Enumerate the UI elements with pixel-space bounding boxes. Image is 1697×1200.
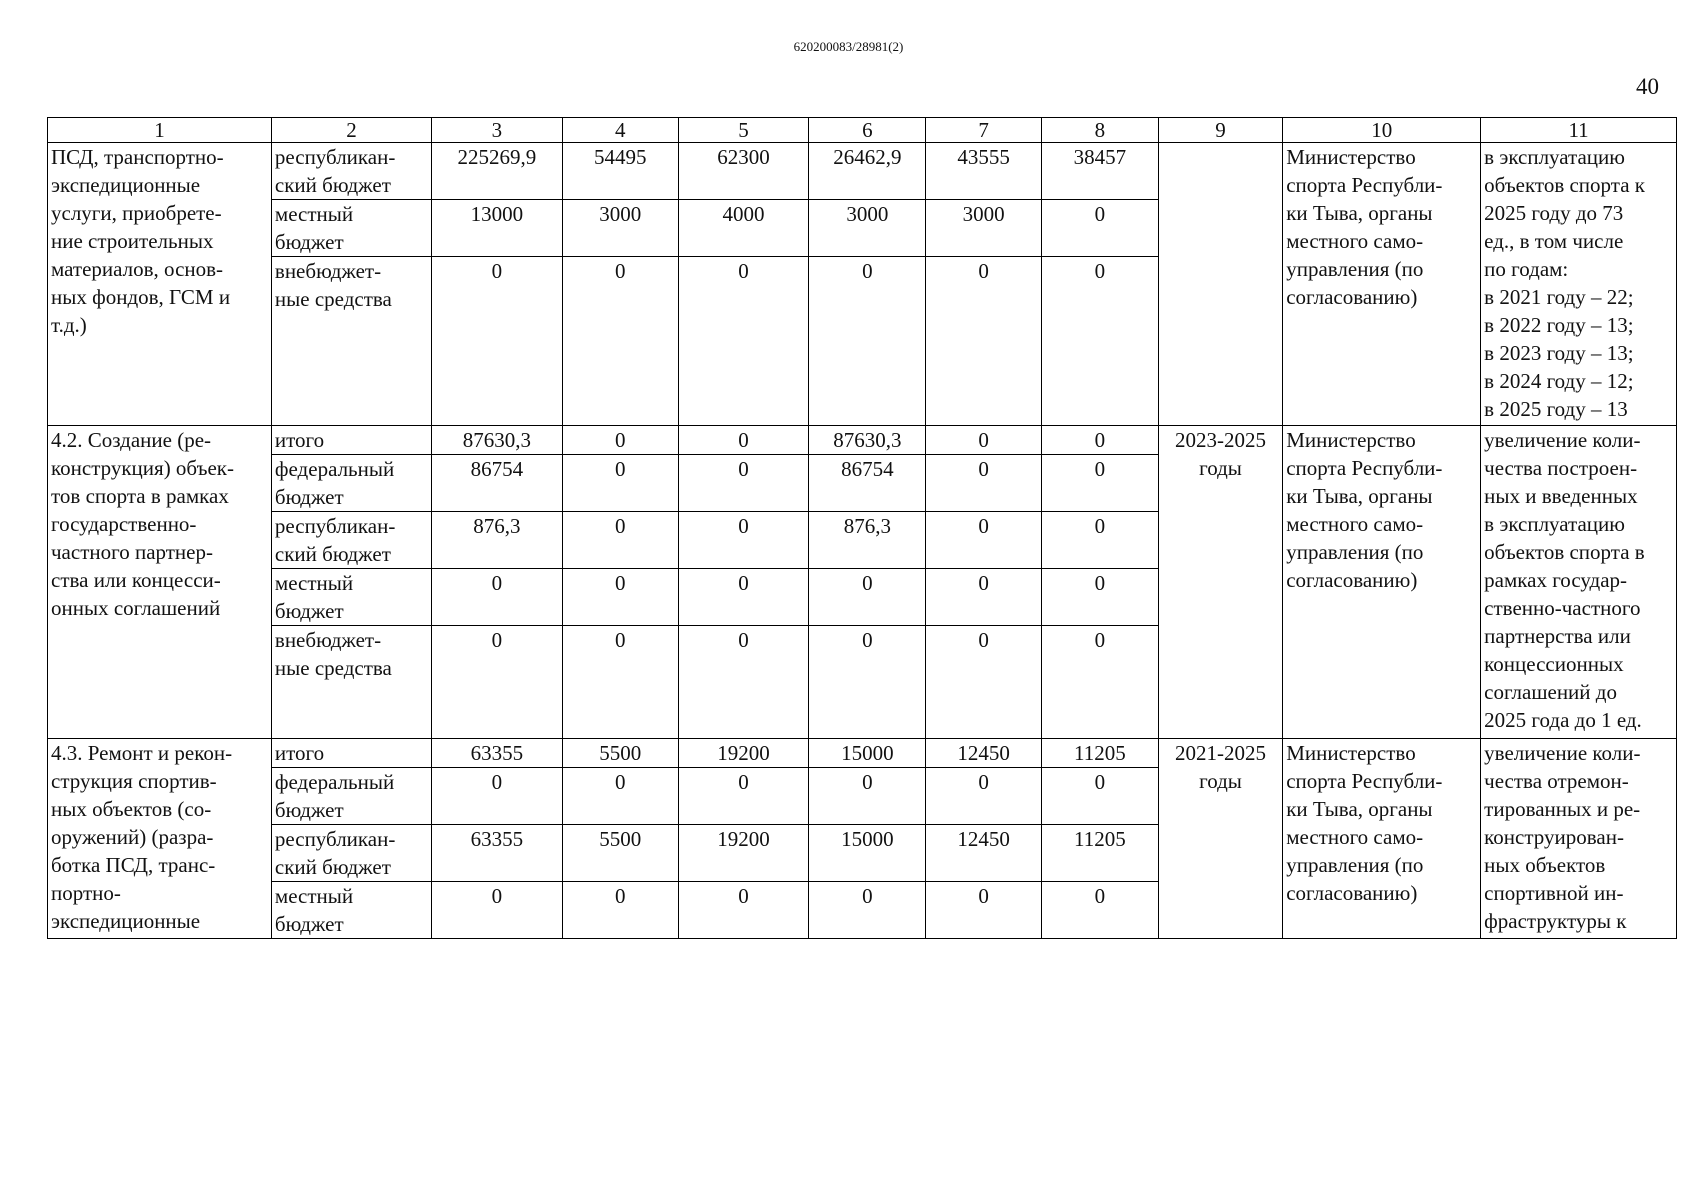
value-cell: 3000 <box>926 200 1042 257</box>
value-cell: 0 <box>562 768 678 825</box>
value-cell: 0 <box>562 512 678 569</box>
header-cell: 6 <box>809 118 926 143</box>
value-cell: 62300 <box>678 143 809 200</box>
value-cell: 0 <box>1042 426 1159 455</box>
value-cell: 12450 <box>926 739 1042 768</box>
table-row <box>48 143 1677 200</box>
expected-result: увеличение коли- чества построен- ных и введенных в эксплуатацию объектов спорта в рамках государ- ственно-частного партнерства или концессионных соглашений до 2025 года до 1 ед. <box>1481 426 1677 739</box>
value-cell: 3000 <box>562 200 678 257</box>
value-cell: 11205 <box>1042 739 1159 768</box>
value-cell: 63355 <box>431 825 562 882</box>
value-cell: 4000 <box>678 200 809 257</box>
value-cell: 0 <box>678 512 809 569</box>
value-cell: 0 <box>562 569 678 626</box>
value-cell: 0 <box>562 426 678 455</box>
funding-source: местный бюджет <box>271 882 431 939</box>
header-cell: 10 <box>1283 118 1481 143</box>
value-cell: 0 <box>678 426 809 455</box>
table-header-row <box>48 118 1677 143</box>
value-cell: 86754 <box>431 455 562 512</box>
value-cell: 225269,9 <box>431 143 562 200</box>
value-cell: 0 <box>678 626 809 739</box>
value-cell: 0 <box>926 626 1042 739</box>
document-id: 620200083/28981(2) <box>793 39 904 54</box>
value-cell: 0 <box>431 882 562 939</box>
funding-source: местный бюджет <box>271 569 431 626</box>
funding-source: итого <box>271 426 431 455</box>
value-cell: 0 <box>1042 768 1159 825</box>
header-cell: 2 <box>271 118 431 143</box>
value-cell: 13000 <box>431 200 562 257</box>
value-cell: 54495 <box>562 143 678 200</box>
value-cell: 0 <box>431 569 562 626</box>
responsible-executor: Министерство спорта Республи- ки Тыва, органы местного само- управления (по согласованию) <box>1283 426 1481 739</box>
value-cell: 0 <box>926 882 1042 939</box>
header-cell: 5 <box>678 118 809 143</box>
value-cell: 0 <box>1042 626 1159 739</box>
period-cell: 2021-2025 годы <box>1158 739 1282 939</box>
value-cell: 43555 <box>926 143 1042 200</box>
value-cell: 86754 <box>809 455 926 512</box>
responsible-executor: Министерство спорта Республи- ки Тыва, органы местного само- управления (по согласованию) <box>1283 143 1481 426</box>
value-cell: 5500 <box>562 739 678 768</box>
value-cell: 0 <box>926 455 1042 512</box>
page-number: 40 <box>1636 74 1659 99</box>
value-cell: 0 <box>1042 512 1159 569</box>
value-cell: 87630,3 <box>809 426 926 455</box>
value-cell: 0 <box>431 768 562 825</box>
activity-description: 4.3. Ремонт и рекон- струкция спортив- ных объектов (со- оружений) (разра- ботка ПСД, транс- портно- экспедиционные <box>48 739 272 939</box>
table-row <box>48 739 1677 768</box>
funding-source: местный бюджет <box>271 200 431 257</box>
header-cell: 4 <box>562 118 678 143</box>
period-cell: 2023-2025 годы <box>1158 426 1282 739</box>
value-cell: 12450 <box>926 825 1042 882</box>
value-cell: 0 <box>1042 569 1159 626</box>
value-cell: 0 <box>926 512 1042 569</box>
responsible-executor: Министерство спорта Республи- ки Тыва, органы местного само- управления (по согласованию) <box>1283 739 1481 939</box>
header-cell: 11 <box>1481 118 1677 143</box>
funding-source: республикан- ский бюджет <box>271 825 431 882</box>
activity-description: ПСД, транспортно- экспедиционные услуги, приобрете- ние строительных материалов, основ- ных фондов, ГСМ и т.д.) <box>48 143 272 426</box>
value-cell: 0 <box>562 626 678 739</box>
value-cell: 0 <box>562 882 678 939</box>
expected-result: увеличение коли- чества отремон- тированных и ре- конструирован- ных объектов спортивной ин- фраструктуры к <box>1481 739 1677 939</box>
value-cell: 0 <box>809 626 926 739</box>
funding-source: внебюджет- ные средства <box>271 257 431 426</box>
value-cell: 0 <box>809 768 926 825</box>
value-cell: 876,3 <box>431 512 562 569</box>
value-cell: 0 <box>1042 882 1159 939</box>
value-cell: 0 <box>678 257 809 426</box>
value-cell: 876,3 <box>809 512 926 569</box>
expected-result: в эксплуатацию объектов спорта к 2025 году до 73 ед., в том числе по годам: в 2021 году – 22; в 2022 году – 13; в 2023 году – 13; в 2024 году – 12; в 2025 году – 13 <box>1481 143 1677 426</box>
value-cell: 0 <box>562 257 678 426</box>
value-cell: 0 <box>562 455 678 512</box>
value-cell: 0 <box>926 768 1042 825</box>
value-cell: 0 <box>1042 257 1159 426</box>
value-cell: 0 <box>926 569 1042 626</box>
value-cell: 0 <box>431 626 562 739</box>
header-cell: 8 <box>1042 118 1159 143</box>
value-cell: 0 <box>431 257 562 426</box>
activity-description: 4.2. Создание (ре- конструкция) объек- тов спорта в рамках государственно- частного партнер- ства или концесси- онных соглашений <box>48 426 272 739</box>
funding-source: федеральный бюджет <box>271 768 431 825</box>
value-cell: 0 <box>1042 200 1159 257</box>
value-cell: 5500 <box>562 825 678 882</box>
funding-source: итого <box>271 739 431 768</box>
value-cell: 19200 <box>678 739 809 768</box>
value-cell: 0 <box>926 426 1042 455</box>
value-cell: 15000 <box>809 739 926 768</box>
value-cell: 0 <box>678 455 809 512</box>
value-cell: 15000 <box>809 825 926 882</box>
period-cell <box>1158 143 1282 426</box>
value-cell: 0 <box>809 569 926 626</box>
table-row <box>48 426 1677 455</box>
value-cell: 38457 <box>1042 143 1159 200</box>
funding-source: республикан- ский бюджет <box>271 143 431 200</box>
value-cell: 0 <box>678 882 809 939</box>
funding-source: внебюджет- ные средства <box>271 626 431 739</box>
value-cell: 3000 <box>809 200 926 257</box>
header-cell: 7 <box>926 118 1042 143</box>
funding-source: федеральный бюджет <box>271 455 431 512</box>
funding-source: республикан- ский бюджет <box>271 512 431 569</box>
value-cell: 0 <box>809 882 926 939</box>
header-cell: 1 <box>48 118 272 143</box>
value-cell: 0 <box>1042 455 1159 512</box>
value-cell: 0 <box>678 569 809 626</box>
value-cell: 0 <box>678 768 809 825</box>
value-cell: 87630,3 <box>431 426 562 455</box>
value-cell: 19200 <box>678 825 809 882</box>
header-cell: 9 <box>1158 118 1282 143</box>
value-cell: 0 <box>809 257 926 426</box>
header-cell: 3 <box>431 118 562 143</box>
value-cell: 63355 <box>431 739 562 768</box>
value-cell: 0 <box>926 257 1042 426</box>
budget-table <box>47 117 1677 939</box>
value-cell: 26462,9 <box>809 143 926 200</box>
value-cell: 11205 <box>1042 825 1159 882</box>
